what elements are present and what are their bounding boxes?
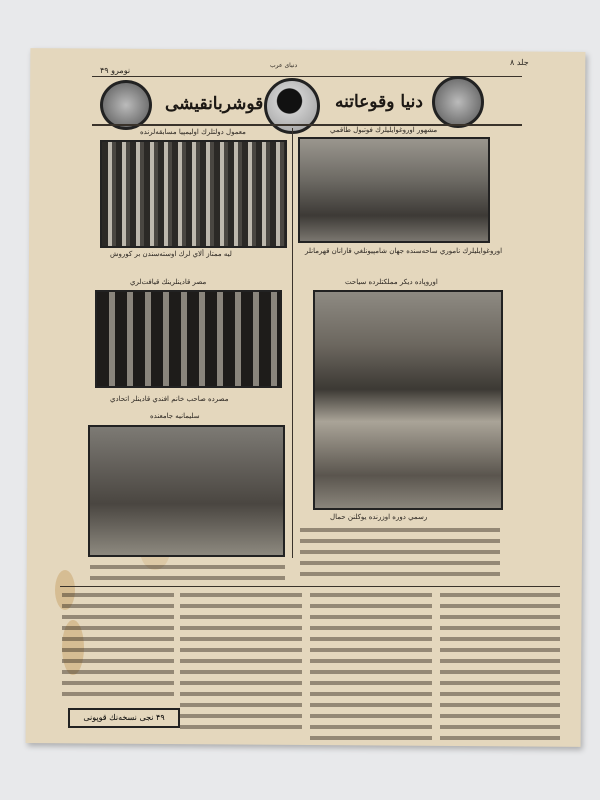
caption: سلیمانیه جامعنده: [150, 412, 200, 420]
header-center: دنیای عرب: [270, 62, 298, 69]
article-column: [62, 590, 174, 702]
right-emblem-icon: [432, 76, 484, 128]
left-emblem-icon: [100, 80, 152, 130]
photo-football-team: [298, 137, 490, 243]
title-right: دنیا وقوعاتنه: [335, 92, 423, 112]
caption: معمول دولتلرك اوليمپيا مسابقه‌لرنده: [140, 128, 246, 136]
article-text: [90, 562, 285, 584]
title-left: قوشربانقیشی: [165, 94, 264, 114]
divider: [60, 586, 560, 587]
photo-athletes: [100, 140, 287, 248]
caption: اوروپاده ديكر مملكتلرده سياحت: [345, 278, 438, 286]
article-column: [440, 590, 560, 740]
photo-women: [95, 290, 282, 388]
caption: مشهور اوروغوايليلرك فوتبول طاقمي: [330, 126, 438, 134]
caption: مصرده صاحب خانم افندي قادينلر اتحادي: [110, 395, 229, 403]
article-column: [180, 590, 302, 730]
caption: مصر قادينلرينك قيافت‌لري: [130, 278, 207, 286]
photo-mosque-interior: [88, 425, 285, 557]
caption: ليه ممتاز ألاي لرك اوسته‌سندن بر كوروش: [110, 250, 232, 258]
coupon-box: ۴۹ نجی نسخه‌نك قوپونی: [68, 708, 180, 728]
divider: [92, 124, 522, 126]
caption: اوروغوايليلرك ناموري ساحه‌سنده جهان شامپيونلغي قازانان قهرمانلر: [305, 247, 503, 255]
photo-porter: [313, 290, 503, 510]
issue-number: نومرو ۴۹: [100, 66, 131, 75]
column-divider: [292, 128, 293, 558]
article-text: [300, 525, 500, 580]
article-column: [310, 590, 432, 740]
volume-number: جلد ۸: [510, 58, 529, 67]
caption: رسمي دوره اوزرنده يوكلنن حمال: [330, 513, 428, 521]
